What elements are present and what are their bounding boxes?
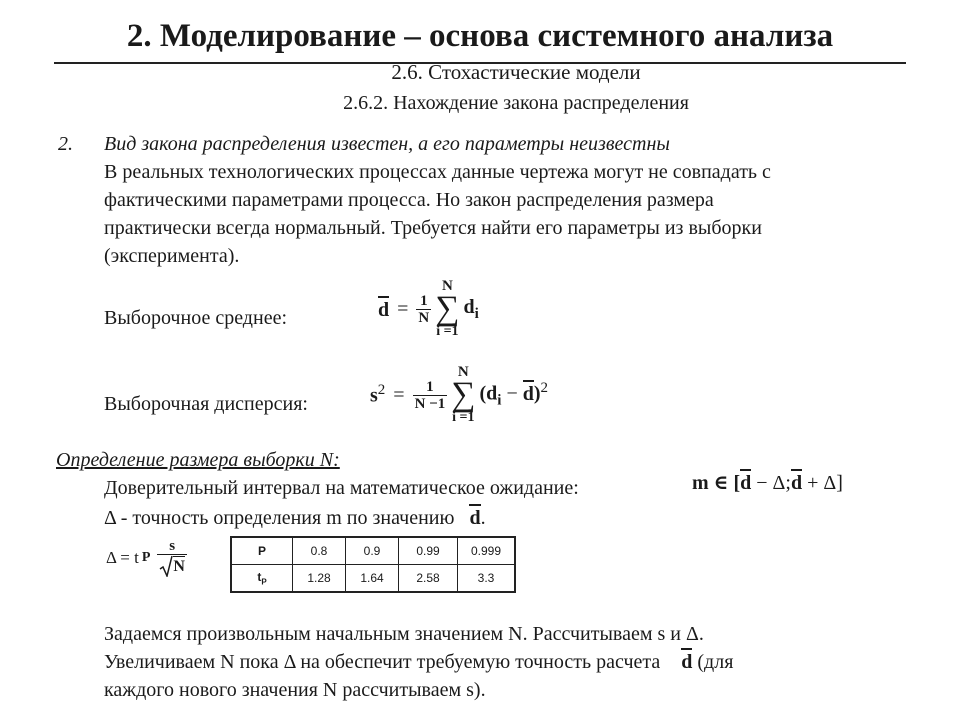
confidence-interval-text: Доверительный интервал на математическое ожидание:	[104, 477, 579, 499]
table-cell: 0.999	[458, 537, 516, 565]
variance-frac-den: N −1	[414, 395, 446, 412]
variance-sum	[451, 364, 475, 426]
delta-definition: Δ - точность определения m по значению d.	[104, 504, 486, 533]
table-cell: 0.9	[346, 537, 399, 565]
table-cell: 2.58	[399, 565, 458, 593]
paragraph-line-4: (эксперимента).	[104, 245, 240, 267]
table-row	[231, 537, 515, 565]
mean-fraction	[416, 293, 431, 326]
mean-term: $d_i$	[463, 295, 479, 322]
table-cell: 3.3	[458, 565, 516, 593]
closing-line-3: каждого нового значения N рассчитываем s).	[104, 679, 486, 701]
paragraph-line-1: В реальных технологических процессах данные чертежа могут не совпадать с	[104, 161, 771, 183]
sample-size-heading: Определение размера выборки N:	[56, 449, 340, 471]
table-cell: 1.64	[346, 565, 399, 593]
section-subtitle: 2.6. Стохастические модели	[391, 60, 641, 84]
sigma-icon: ∑	[435, 290, 460, 327]
confidence-interval-formula: m ∈ [d − Δ;d + Δ]	[692, 470, 843, 495]
variance-label: Выборочная дисперсия:	[104, 393, 308, 415]
closing-line-2: Увеличиваем N пока Δ на обеспечит требуемую точность расчета d (для	[104, 648, 733, 677]
slide-title: 2. Моделирование – основа системного анализа	[126, 18, 834, 54]
table-cell: 1.28	[293, 565, 346, 593]
table-header-t: $t_P$	[231, 565, 293, 593]
variance-frac-num: 1	[426, 378, 434, 395]
mean-sum-bottom: i =1	[436, 324, 459, 339]
t-table	[230, 536, 516, 593]
sqrt-icon	[159, 555, 173, 577]
mean-frac-den: N	[418, 309, 430, 326]
variance-formula	[370, 364, 548, 426]
item-number: 2.	[58, 133, 73, 155]
mean-eq: =	[397, 297, 409, 320]
closing-line-1: Задаемся произвольным начальным значением N. Рассчитываем s и Δ.	[104, 623, 704, 645]
delta-formula: Δ = t P $\frac{s}{N}$	[106, 538, 185, 575]
table-row	[231, 565, 515, 593]
mean-frac-num: 1	[420, 292, 428, 309]
variance-fraction	[413, 379, 448, 412]
subsection-title: 2.6.2. Нахождение закона распределения	[343, 92, 689, 114]
table-cell: 0.8	[293, 537, 346, 565]
delta-fraction: $\frac{s}{N}$	[157, 538, 187, 577]
mean-lhs: d	[378, 296, 389, 322]
paragraph-line-3: практически всегда нормальный. Требуется найти его параметры из выборки	[104, 217, 762, 239]
mean-sum-top: N	[441, 278, 453, 294]
variance-lhs: $s^2$	[370, 382, 386, 407]
item-heading: Вид закона распределения известен, а его параметры неизвестны	[104, 133, 670, 155]
mean-formula	[378, 278, 479, 340]
t-table-wrapper	[230, 536, 516, 593]
variance-eq: =	[393, 383, 405, 406]
variance-sum-top: N	[457, 364, 469, 380]
sigma-icon: ∑	[451, 376, 476, 413]
variance-term: $(d_i - d)^2$	[479, 380, 549, 409]
paragraph-line-2: фактическими параметрами процесса. Но закон распределения размера	[104, 189, 714, 211]
table-cell: 0.99	[399, 537, 458, 565]
table-header-p: P	[231, 537, 293, 565]
mean-sum	[435, 278, 459, 340]
variance-sum-bottom: i =1	[452, 410, 475, 425]
mean-label: Выборочное среднее:	[104, 307, 287, 329]
